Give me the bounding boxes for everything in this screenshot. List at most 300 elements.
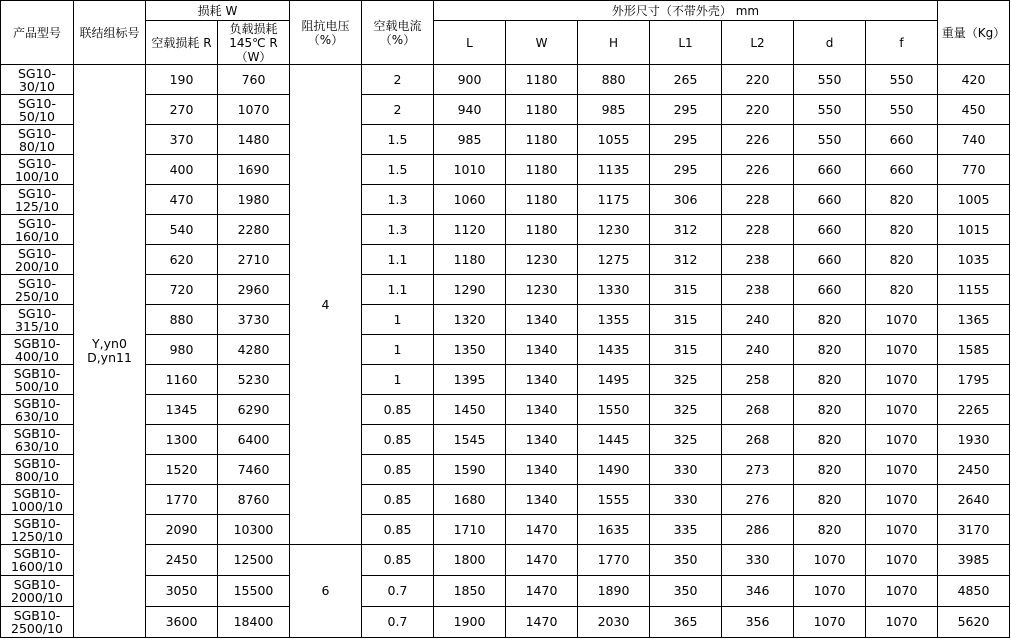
no-load-current-cell: 1.5 (362, 155, 434, 185)
model-cell (1, 485, 74, 515)
dim-L-cell: 1900 (434, 607, 506, 638)
dim-W-cell: 1470 (506, 545, 578, 576)
table-row (1, 455, 1010, 485)
table-row (1, 485, 1010, 515)
dim-W-cell: 1340 (506, 335, 578, 365)
model-rating: 30/10 (18, 78, 56, 94)
no-load-current-cell: 1 (362, 365, 434, 395)
dim-L1-cell: 312 (650, 215, 722, 245)
model-rating: 630/10 (15, 438, 59, 454)
load-loss-cell: 12500 (218, 545, 290, 576)
dim-H-cell: 1445 (578, 425, 650, 455)
dim-f-cell: 820 (866, 275, 938, 305)
model-cell (1, 576, 74, 607)
dim-W-cell: 1340 (506, 455, 578, 485)
no-load-loss-cell: 3600 (146, 607, 218, 638)
dim-W-cell: 1180 (506, 95, 578, 125)
no-load-current-cell: 2 (362, 95, 434, 125)
dim-L1-cell: 295 (650, 95, 722, 125)
weight-cell: 1365 (938, 305, 1010, 335)
load-loss-cell: 6290 (218, 395, 290, 425)
weight-cell: 770 (938, 155, 1010, 185)
model-series: SG10- (17, 95, 57, 111)
dim-W-cell: 1180 (506, 185, 578, 215)
dim-L-cell: 1800 (434, 545, 506, 576)
connection-group-1: Y,yn0 (92, 336, 127, 351)
model-series: SGB10- (13, 335, 61, 351)
dim-H-cell: 1495 (578, 365, 650, 395)
model-cell (1, 125, 74, 155)
model-rating: 1600/10 (11, 559, 63, 574)
header-dim-L1: L1 (650, 21, 722, 65)
dim-W-cell: 1340 (506, 305, 578, 335)
table-row (1, 365, 1010, 395)
header-current-label: 空载电流 (373, 18, 422, 33)
dim-L2-cell: 226 (722, 155, 794, 185)
model-series: SG10- (17, 275, 57, 291)
dim-d-cell: 550 (794, 65, 866, 95)
weight-cell: 3985 (938, 545, 1010, 576)
no-load-loss-cell: 370 (146, 125, 218, 155)
dim-d-cell: 1070 (794, 576, 866, 607)
no-load-loss-cell: 400 (146, 155, 218, 185)
model-cell (1, 395, 74, 425)
header-dim-d: d (794, 21, 866, 65)
model-series: SG10- (17, 185, 57, 201)
model-series: SGB10- (13, 365, 61, 381)
header-load-loss-unit: （W） (235, 49, 272, 64)
weight-cell: 2640 (938, 485, 1010, 515)
dim-d-cell: 820 (794, 485, 866, 515)
table-row (1, 335, 1010, 365)
model-cell (1, 305, 74, 335)
model-rating: 200/10 (15, 258, 59, 274)
load-loss-cell: 10300 (218, 515, 290, 545)
weight-cell: 5620 (938, 607, 1010, 638)
model-cell (1, 95, 74, 125)
dim-d-cell: 1070 (794, 607, 866, 638)
no-load-loss-cell: 2450 (146, 545, 218, 576)
no-load-loss-cell: 720 (146, 275, 218, 305)
dim-L1-cell: 330 (650, 485, 722, 515)
dim-L1-cell: 315 (650, 335, 722, 365)
dim-W-cell: 1340 (506, 425, 578, 455)
load-loss-cell: 2710 (218, 245, 290, 275)
dim-H-cell: 1330 (578, 275, 650, 305)
header-dim-W: W (506, 21, 578, 65)
no-load-current-cell: 0.7 (362, 576, 434, 607)
model-cell (1, 65, 74, 95)
load-loss-cell: 2280 (218, 215, 290, 245)
model-rating: 800/10 (15, 468, 59, 484)
header-impedance-unit: （%） (307, 32, 344, 47)
dim-H-cell: 1770 (578, 545, 650, 576)
dim-L-cell: 1545 (434, 425, 506, 455)
dim-L1-cell: 325 (650, 425, 722, 455)
load-loss-cell: 2960 (218, 275, 290, 305)
model-series: SGB10- (13, 455, 61, 471)
no-load-current-cell: 1.1 (362, 275, 434, 305)
model-series: SG10- (17, 305, 57, 321)
dim-f-cell: 1070 (866, 485, 938, 515)
dim-d-cell: 550 (794, 95, 866, 125)
dim-W-cell: 1470 (506, 607, 578, 638)
no-load-current-cell: 1 (362, 305, 434, 335)
weight-cell: 1585 (938, 335, 1010, 365)
model-rating: 80/10 (18, 138, 56, 154)
dim-L-cell: 1010 (434, 155, 506, 185)
dim-W-cell: 1470 (506, 515, 578, 545)
header-impedance-voltage (290, 1, 362, 65)
dim-L-cell: 1450 (434, 395, 506, 425)
dim-L2-cell: 268 (722, 395, 794, 425)
model-cell (1, 185, 74, 215)
model-series: SGB10- (13, 577, 61, 592)
header-model: 产品型号 (1, 1, 74, 65)
load-loss-cell: 7460 (218, 455, 290, 485)
no-load-current-cell: 0.85 (362, 395, 434, 425)
dim-d-cell: 820 (794, 305, 866, 335)
dim-H-cell: 1055 (578, 125, 650, 155)
connection-group-cell (74, 65, 146, 638)
dim-L2-cell: 330 (722, 545, 794, 576)
dim-L1-cell: 306 (650, 185, 722, 215)
table-row (1, 607, 1010, 638)
table-row (1, 125, 1010, 155)
model-cell (1, 245, 74, 275)
weight-cell: 1015 (938, 215, 1010, 245)
weight-cell: 1930 (938, 425, 1010, 455)
dim-H-cell: 2030 (578, 607, 650, 638)
dim-L2-cell: 258 (722, 365, 794, 395)
dim-W-cell: 1180 (506, 65, 578, 95)
dim-L-cell: 1710 (434, 515, 506, 545)
dim-H-cell: 1435 (578, 335, 650, 365)
table-row (1, 425, 1010, 455)
load-loss-cell: 15500 (218, 576, 290, 607)
model-rating: 160/10 (15, 228, 59, 244)
dim-L2-cell: 228 (722, 185, 794, 215)
dim-W-cell: 1340 (506, 365, 578, 395)
dim-W-cell: 1180 (506, 155, 578, 185)
dim-L-cell: 1680 (434, 485, 506, 515)
dim-L-cell: 1590 (434, 455, 506, 485)
header-dim-L: L (434, 21, 506, 65)
model-rating: 315/10 (15, 318, 59, 334)
load-loss-cell: 760 (218, 65, 290, 95)
header-current-unit: （%） (379, 32, 416, 47)
dim-L2-cell: 238 (722, 245, 794, 275)
connection-group-2: D,yn11 (87, 350, 132, 365)
table-body (1, 65, 1010, 638)
dim-d-cell: 660 (794, 245, 866, 275)
dim-L1-cell: 325 (650, 365, 722, 395)
dim-f-cell: 550 (866, 95, 938, 125)
table-row (1, 95, 1010, 125)
weight-cell: 2265 (938, 395, 1010, 425)
header-no-load-loss: 空载损耗 R (146, 21, 218, 65)
dim-L2-cell: 220 (722, 95, 794, 125)
dim-L-cell: 1060 (434, 185, 506, 215)
table-row (1, 515, 1010, 545)
table-row (1, 545, 1010, 576)
model-rating: 1000/10 (11, 498, 63, 514)
model-series: SG10- (17, 125, 57, 141)
no-load-current-cell: 0.85 (362, 455, 434, 485)
model-rating: 1250/10 (11, 528, 63, 544)
table-row (1, 185, 1010, 215)
model-series: SG10- (17, 245, 57, 261)
model-cell (1, 335, 74, 365)
dim-f-cell: 820 (866, 245, 938, 275)
dim-L1-cell: 265 (650, 65, 722, 95)
model-series: SGB10- (13, 425, 61, 441)
dim-f-cell: 1070 (866, 395, 938, 425)
dim-L2-cell: 220 (722, 65, 794, 95)
model-rating: 500/10 (15, 378, 59, 394)
dim-L-cell: 1850 (434, 576, 506, 607)
dim-d-cell: 820 (794, 515, 866, 545)
no-load-current-cell: 1 (362, 335, 434, 365)
load-loss-cell: 18400 (218, 607, 290, 638)
load-loss-cell: 4280 (218, 335, 290, 365)
header-loss-group: 损耗 W (146, 1, 290, 21)
dim-H-cell: 1230 (578, 215, 650, 245)
dim-L1-cell: 335 (650, 515, 722, 545)
dim-L-cell: 1180 (434, 245, 506, 275)
dim-L2-cell: 273 (722, 455, 794, 485)
no-load-loss-cell: 1300 (146, 425, 218, 455)
no-load-current-cell: 2 (362, 65, 434, 95)
dim-f-cell: 820 (866, 215, 938, 245)
weight-cell: 1035 (938, 245, 1010, 275)
dim-W-cell: 1180 (506, 215, 578, 245)
model-cell (1, 365, 74, 395)
weight-cell: 420 (938, 65, 1010, 95)
dim-H-cell: 1555 (578, 485, 650, 515)
no-load-current-cell: 0.85 (362, 515, 434, 545)
weight-cell: 4850 (938, 576, 1010, 607)
no-load-loss-cell: 2090 (146, 515, 218, 545)
weight-cell: 1005 (938, 185, 1010, 215)
dim-H-cell: 1635 (578, 515, 650, 545)
model-series: SGB10- (13, 608, 61, 623)
model-rating: 2000/10 (11, 590, 63, 605)
dim-d-cell: 820 (794, 365, 866, 395)
dim-d-cell: 660 (794, 155, 866, 185)
no-load-loss-cell: 470 (146, 185, 218, 215)
dim-L-cell: 1120 (434, 215, 506, 245)
model-series: SG10- (17, 65, 57, 81)
load-loss-cell: 1480 (218, 125, 290, 155)
dim-L-cell: 1350 (434, 335, 506, 365)
dim-L1-cell: 312 (650, 245, 722, 275)
dim-L1-cell: 295 (650, 125, 722, 155)
dim-L2-cell: 356 (722, 607, 794, 638)
table-row (1, 395, 1010, 425)
dim-W-cell: 1340 (506, 395, 578, 425)
load-loss-cell: 6400 (218, 425, 290, 455)
load-loss-cell: 3730 (218, 305, 290, 335)
model-rating: 630/10 (15, 408, 59, 424)
dim-f-cell: 550 (866, 65, 938, 95)
dim-L-cell: 900 (434, 65, 506, 95)
header-dim-L2: L2 (722, 21, 794, 65)
dim-d-cell: 820 (794, 335, 866, 365)
dim-f-cell: 660 (866, 125, 938, 155)
load-loss-cell: 8760 (218, 485, 290, 515)
model-cell (1, 425, 74, 455)
dim-d-cell: 820 (794, 425, 866, 455)
dim-W-cell: 1180 (506, 125, 578, 155)
dim-H-cell: 1890 (578, 576, 650, 607)
dim-L-cell: 985 (434, 125, 506, 155)
table-row (1, 155, 1010, 185)
dim-L2-cell: 226 (722, 125, 794, 155)
dim-f-cell: 660 (866, 155, 938, 185)
dim-d-cell: 660 (794, 215, 866, 245)
dim-f-cell: 820 (866, 185, 938, 215)
dim-f-cell: 1070 (866, 455, 938, 485)
dim-H-cell: 985 (578, 95, 650, 125)
dim-L1-cell: 325 (650, 395, 722, 425)
dim-f-cell: 1070 (866, 576, 938, 607)
no-load-current-cell: 0.85 (362, 425, 434, 455)
header-load-loss (218, 21, 290, 65)
table-header (1, 1, 1010, 65)
no-load-current-cell: 1.3 (362, 185, 434, 215)
load-loss-cell: 1980 (218, 185, 290, 215)
header-no-load-current (362, 1, 434, 65)
dim-d-cell: 660 (794, 275, 866, 305)
model-rating: 125/10 (15, 198, 59, 214)
load-loss-cell: 1690 (218, 155, 290, 185)
dim-W-cell: 1470 (506, 576, 578, 607)
no-load-loss-cell: 270 (146, 95, 218, 125)
weight-cell: 1155 (938, 275, 1010, 305)
dim-W-cell: 1230 (506, 245, 578, 275)
no-load-current-cell: 1.3 (362, 215, 434, 245)
dim-L-cell: 1320 (434, 305, 506, 335)
impedance-voltage-cell: 4 (290, 65, 362, 545)
model-rating: 100/10 (15, 168, 59, 184)
dim-L2-cell: 346 (722, 576, 794, 607)
model-cell (1, 275, 74, 305)
no-load-loss-cell: 1345 (146, 395, 218, 425)
dim-L2-cell: 228 (722, 215, 794, 245)
model-series: SG10- (17, 155, 57, 171)
dim-H-cell: 1135 (578, 155, 650, 185)
header-dim-H: H (578, 21, 650, 65)
no-load-loss-cell: 1520 (146, 455, 218, 485)
no-load-loss-cell: 620 (146, 245, 218, 275)
model-series: SGB10- (13, 546, 61, 561)
no-load-loss-cell: 1770 (146, 485, 218, 515)
model-series: SGB10- (13, 395, 61, 411)
table-row (1, 215, 1010, 245)
weight-cell: 2450 (938, 455, 1010, 485)
model-series: SGB10- (13, 485, 61, 501)
table-row (1, 275, 1010, 305)
no-load-loss-cell: 880 (146, 305, 218, 335)
dim-f-cell: 1070 (866, 365, 938, 395)
model-rating: 50/10 (18, 108, 56, 124)
dim-H-cell: 1175 (578, 185, 650, 215)
no-load-current-cell: 0.85 (362, 485, 434, 515)
table-row (1, 305, 1010, 335)
dim-f-cell: 1070 (866, 515, 938, 545)
dim-L2-cell: 240 (722, 335, 794, 365)
table-row (1, 245, 1010, 275)
weight-cell: 450 (938, 95, 1010, 125)
no-load-loss-cell: 980 (146, 335, 218, 365)
dim-f-cell: 1070 (866, 305, 938, 335)
model-rating: 2500/10 (11, 621, 63, 636)
dim-L-cell: 1290 (434, 275, 506, 305)
dim-H-cell: 1550 (578, 395, 650, 425)
header-load-loss-temp: 145℃ R (229, 35, 278, 50)
dim-f-cell: 1070 (866, 545, 938, 576)
dim-d-cell: 1070 (794, 545, 866, 576)
dim-f-cell: 1070 (866, 425, 938, 455)
model-cell (1, 545, 74, 576)
no-load-current-cell: 1.5 (362, 125, 434, 155)
dim-f-cell: 1070 (866, 335, 938, 365)
model-cell (1, 515, 74, 545)
dim-L2-cell: 276 (722, 485, 794, 515)
header-impedance-label: 阻抗电压 (301, 18, 350, 33)
no-load-loss-cell: 190 (146, 65, 218, 95)
dim-H-cell: 880 (578, 65, 650, 95)
impedance-voltage-cell: 6 (290, 545, 362, 638)
dim-L1-cell: 295 (650, 155, 722, 185)
load-loss-cell: 5230 (218, 365, 290, 395)
model-cell (1, 455, 74, 485)
header-weight: 重量（Kg） (938, 1, 1010, 65)
header-load-loss-label: 负载损耗 (229, 21, 278, 36)
no-load-loss-cell: 540 (146, 215, 218, 245)
weight-cell: 740 (938, 125, 1010, 155)
dim-d-cell: 660 (794, 185, 866, 215)
model-rating: 400/10 (15, 348, 59, 364)
dim-L2-cell: 240 (722, 305, 794, 335)
dim-L1-cell: 350 (650, 545, 722, 576)
no-load-current-cell: 0.7 (362, 607, 434, 638)
no-load-loss-cell: 1160 (146, 365, 218, 395)
dim-W-cell: 1230 (506, 275, 578, 305)
dim-L1-cell: 365 (650, 607, 722, 638)
dim-L1-cell: 350 (650, 576, 722, 607)
model-series: SG10- (17, 215, 57, 231)
header-dimensions-group: 外形尺寸（不带外壳） mm (434, 1, 938, 21)
dim-d-cell: 820 (794, 395, 866, 425)
model-rating: 250/10 (15, 288, 59, 304)
header-connection-group: 联结组标号 (74, 1, 146, 65)
dim-L2-cell: 286 (722, 515, 794, 545)
dim-L2-cell: 238 (722, 275, 794, 305)
header-dim-f: f (866, 21, 938, 65)
dim-H-cell: 1490 (578, 455, 650, 485)
dim-L1-cell: 330 (650, 455, 722, 485)
no-load-loss-cell: 3050 (146, 576, 218, 607)
dim-W-cell: 1340 (506, 485, 578, 515)
dim-L-cell: 1395 (434, 365, 506, 395)
model-cell (1, 607, 74, 638)
weight-cell: 1795 (938, 365, 1010, 395)
no-load-current-cell: 1.1 (362, 245, 434, 275)
table-row (1, 65, 1010, 95)
dim-L1-cell: 315 (650, 275, 722, 305)
